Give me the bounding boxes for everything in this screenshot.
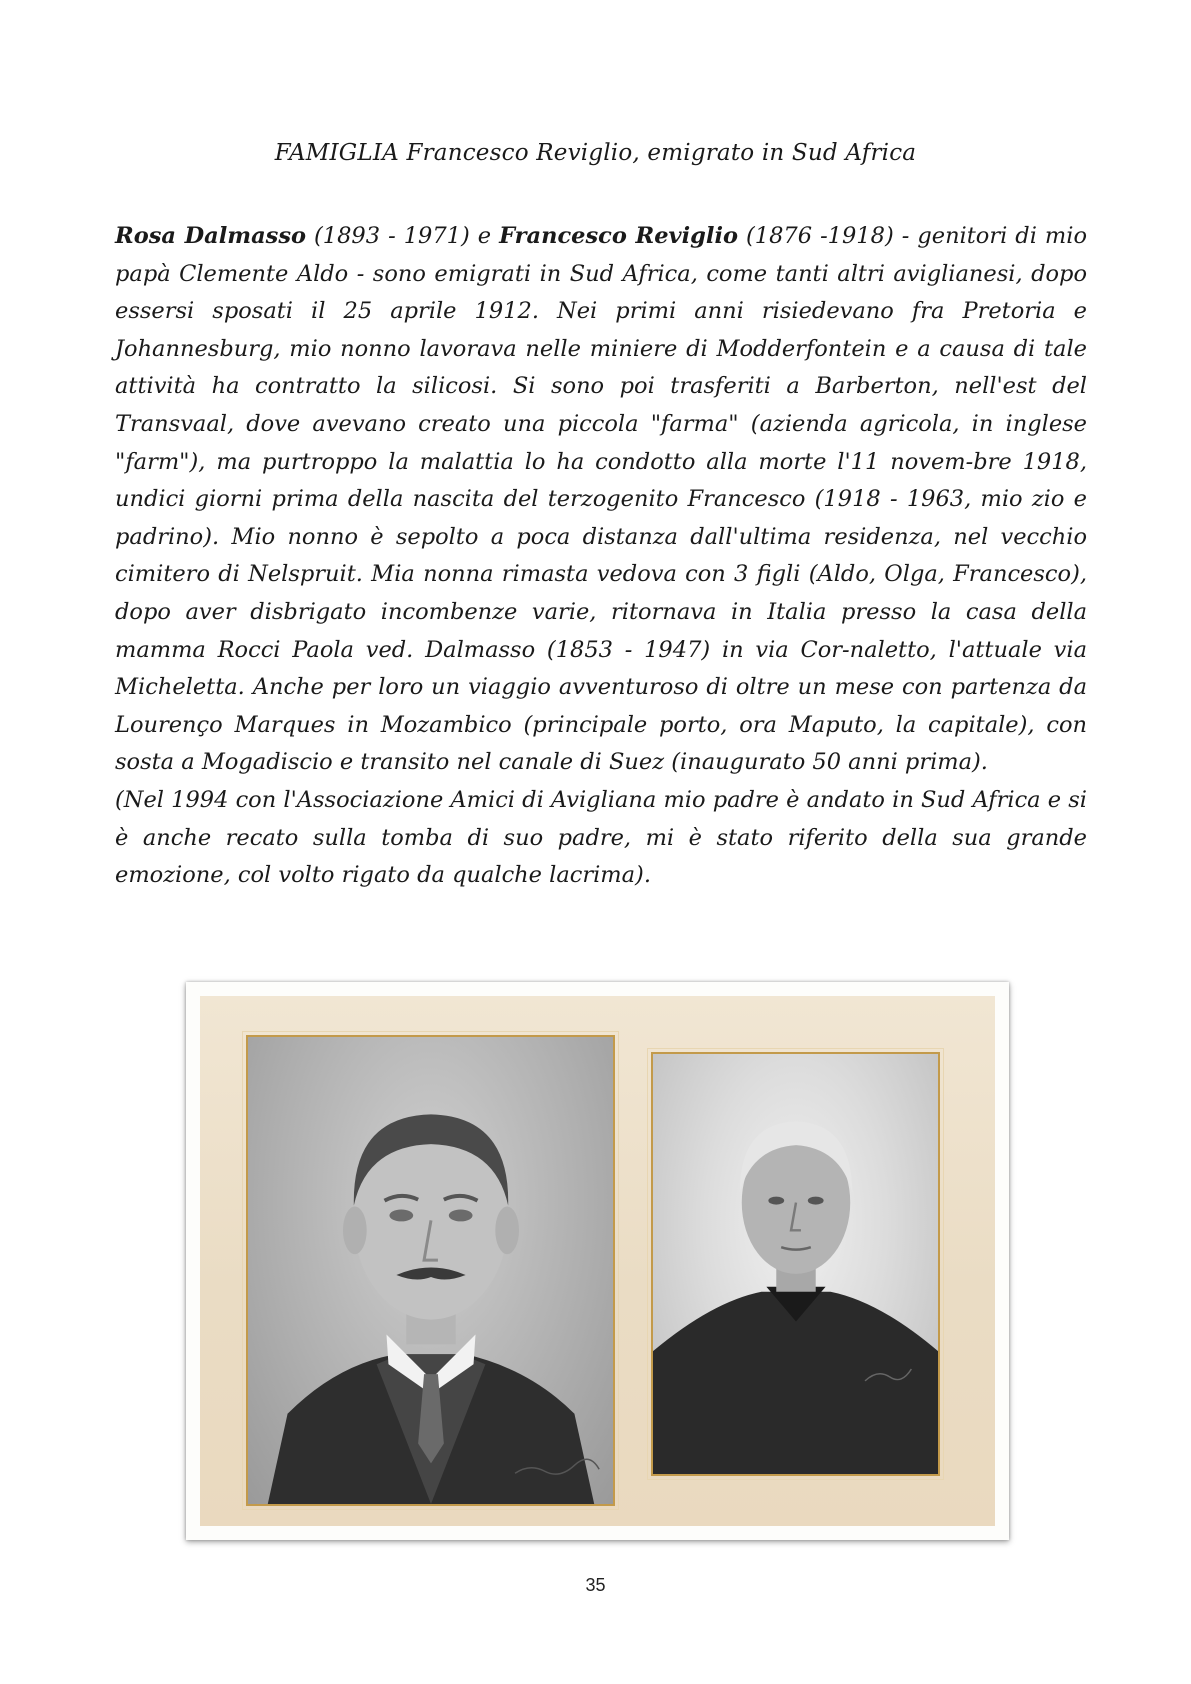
page-title: FAMIGLIA Francesco Reviglio, emigrato in Sud Africa <box>274 140 917 166</box>
dates-rosa: (1893 - 1971) e <box>306 223 500 249</box>
portrait-rosa-photo <box>651 1052 940 1476</box>
person-name-francesco: Francesco Reviglio <box>499 223 739 249</box>
page-number: 35 <box>585 1575 606 1595</box>
person-name-rosa: Rosa Dalmasso <box>115 223 307 249</box>
paragraph-note: (Nel 1994 con l'Associazione Amici di Avigliana mio padre è andato in Sud Africa e si è anche recato sulla tomba di suo padre, mi è stato riferito della sua grande emozione, col volto rigato da qualche lacrima). <box>115 786 1087 889</box>
man-portrait-illustration <box>248 1037 613 1504</box>
portrait-francesco-photo <box>246 1035 615 1506</box>
photo-frame <box>186 982 1009 1540</box>
photo-mat <box>200 996 995 1526</box>
paragraph-text: (1876 -1918) - genitori di mio papà Clemente Aldo - sono emigrati in Sud Africa, come tanti altri aviglianesi, dopo essersi sposati il 25 aprile 1912. Nei primi anni risiedevano fra Pretoria e Johannesburg, mio nonno lavorava nelle miniere di Modderfontein e a causa di tale attività ha contratto la silicosi. Si sono poi trasferiti a Barberton, nell'est del Transvaal, dove avevano creato una piccola "farma" (azienda agricola, in inglese "farm"), ma purtroppo la malattia lo ha condotto alla morte l'11 novem-bre 1918, undici giorni prima della nascita del terzogenito Francesco (1918 - 1963, mio zio e padrino). Mio nonno è sepolto a poca distanza dall'ultima residenza, nel vecchio cimitero di Nelspruit. Mia nonna rimasta vedova con 3 figli (Aldo, Olga, Francesco), dopo aver disbrigato incombenze varie, ritornava in Italia presso la casa della mamma Rocci Paola ved. Dalmasso (1853 - 1947) in via Cor-naletto, l'attuale via Micheletta. Anche per loro un viaggio avventuroso di oltre un mese con partenza da Lourenço Marques in Mozambico (principale porto, ora Maputo, la capitale), con sosta a Mogadiscio e transito nel canale di Suez (inaugurato 50 anni prima). <box>115 223 1087 776</box>
paragraph-family-history <box>115 218 1087 782</box>
body-text <box>115 218 1087 895</box>
woman-portrait-illustration <box>653 1054 938 1474</box>
